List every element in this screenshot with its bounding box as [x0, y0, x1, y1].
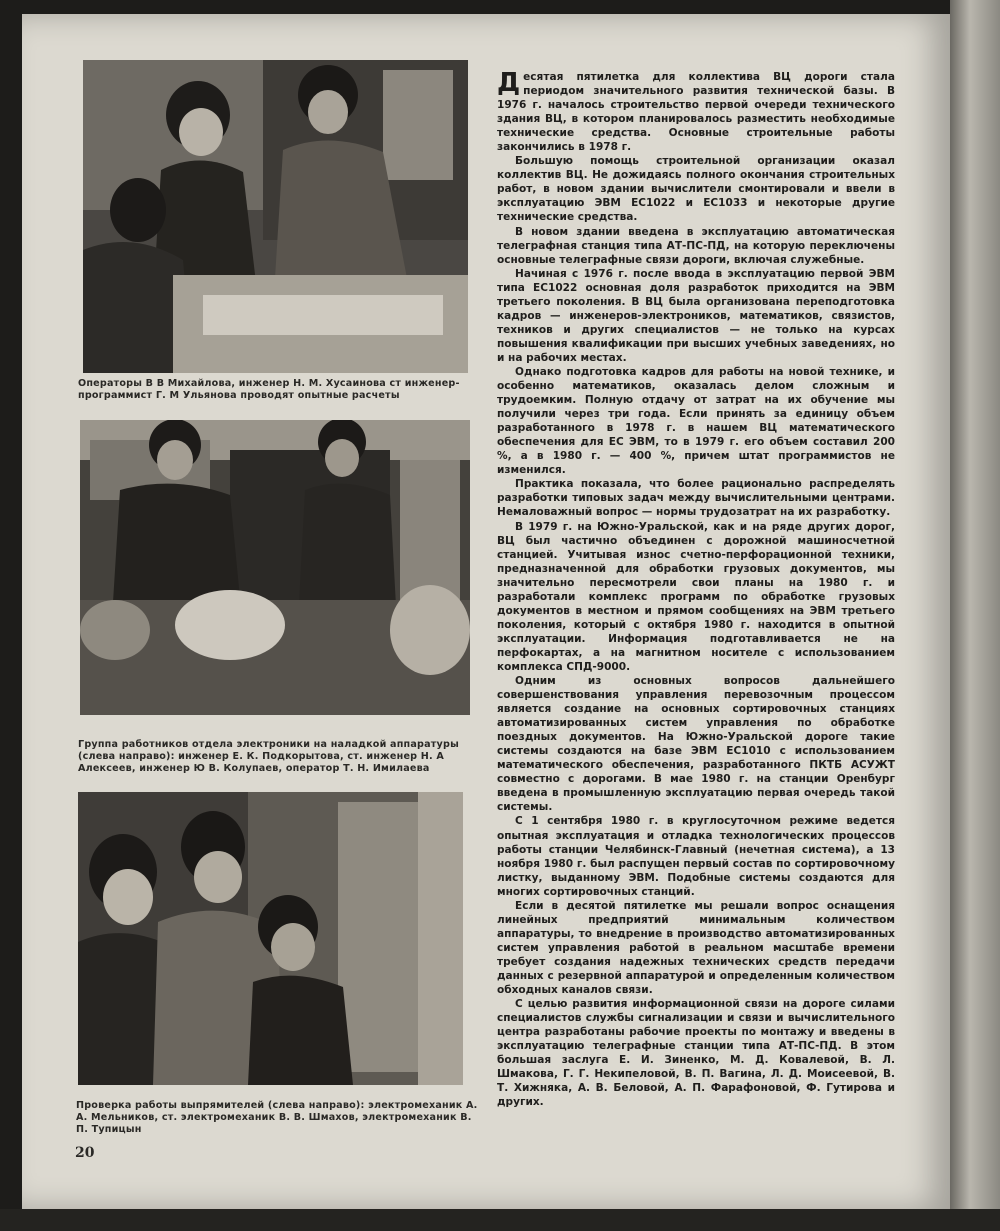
drop-cap: Д: [497, 68, 521, 98]
article-paragraph: В новом здании введена в эксплуатацию автоматическая телеграфная станция типа АТ-ПС-ПД, на которую переключены основные телеграфные связи дороги, включая служебные.: [497, 225, 895, 266]
article-text: [497, 70, 895, 1109]
photo-caption-2: Группа работников отдела электроники на наладкой аппаратуры (слева направо): инженер Е. К. Подкорытова, ст. инженер Н. А Алексеев, инженер Ю В. Колупаев, оператор Т. Н. Имилаева: [78, 739, 459, 774]
article-paragraph: Если в десятой пятилетке мы решали вопрос оснащения линейных предприятий минимальным количеством аппаратуры, то внедрение в производство автоматизированных систем управления работой в реальном масштабе времени требует создания надежных технических средств передачи данных с резервной аппаратурой и определенным количеством обходных каналов связи.: [497, 899, 895, 997]
photo-caption-3: Проверка работы выпрямителей (слева направо): электромеханик А. А. Мельников, ст. электромеханик В. В. Шмахов, электромеханик В. П. Тупицын: [76, 1100, 478, 1135]
page-number: 20: [75, 1145, 95, 1161]
article-paragraph: Большую помощь строительной организации оказал коллектив ВЦ. Не дожидаясь полного окончания строительных работ, в новом здании вычислители смонтировали и ввели в эксплуатацию ЭВМ ЕС1022 и ЕС1033 и некоторые другие технические средства.: [497, 155, 895, 224]
page-right-edge: [950, 0, 1000, 1231]
article-paragraph: С 1 сентября 1980 г. в круглосуточном режиме ведется опытная эксплуатация и отладка технологических процессов работы станции Челябинск-Главный (нечетная система), а 13 ноября 1980 г. был распущен первый состав по сортировочному листку, выданному ЭВМ. Подобные системы создаются для многих сортировочных станций.: [497, 815, 895, 898]
photo-electronics-dept: [80, 420, 470, 715]
photo-caption-1: Операторы В В Михайлова, инженер Н. М. Хусаинова ст инженер-программист Г. М Ульянова проводят опытные расчеты: [78, 378, 460, 401]
article-paragraph: Десятая пятилетка для коллектива ВЦ дороги стала периодом значительного развития технической базы. В 1976 г. началось строительство первой очереди технического здания ВЦ, в котором планировалось разместить необходимые технические средства. Основные строительные работы закончились в 1978 г.: [497, 68, 895, 154]
article-paragraph: Практика показала, что более рационально распределять разработки типовых задач между вычислительными центрами. Немаловажный вопрос — нормы трудозатрат на их разработку.: [497, 478, 895, 519]
article-paragraph: С целью развития информационной связи на дороге силами специалистов службы сигнализации и связи и вычислительного центра разработаны рабочие проекты по монтажу и введены в эксплуатацию телеграфные станции типа АТ-ПС-ПД. В этом большая заслуга Е. И. Зиненко, М. Д. Ковалевой, В. Л. Шмакова, Г. Г. Некипеловой, В. П. Вагина, Л. Д. Моисеевой, В. Т. Хижняка, А. В. Беловой, А. П. Фарафоновой, Ф. Гутирова и других.: [497, 998, 895, 1109]
article-paragraph: В 1979 г. на Южно-Уральской, как и на ряде других дорог, ВЦ был частично объединен с дорожной машиносчетной станцией. Учитывая износ счетно-перфорационной техники, предназначенной для обработки грузовых документов, мы значительно пересмотрели свои планы на 1980 г. и разработали комплекс программ по обработке грузовых документов в местном и прямом сообщениях на ЭВМ третьего поколения, который с октября 1980 г. находится в опытной эксплуатации. Информация подготавливается не на перфокартах, а на магнитном носителе с использованием комплекса СПД-9000.: [497, 520, 895, 673]
article-paragraph: Начиная с 1976 г. после ввода в эксплуатацию первой ЭВМ типа ЕС1022 основная доля разработок приходится на ЭВМ третьего поколения. В ВЦ была организована переподготовка кадров — инженеров-электроников, математиков, связистов, техников и других специалистов — не только на курсах повышения квалификации при высших учебных заведениях, но и на рабочих местах.: [497, 267, 895, 364]
photo-operators: [83, 60, 468, 373]
page-bottom-edge: [0, 1209, 1000, 1231]
article-paragraph: Однако подготовка кадров для работы на новой технике, и особенно математиков, оказалась делом сложным и трудоемким. Полную отдачу от затрат на их обучение мы получили через три года. Если принять за единицу объем разработанного в 1978 г. в нашем ВЦ математического обеспечения для ЕС ЭВМ, то в 1979 г. его объем составил 200 %, а в 1980 г. — 400 %, причем штат программистов не изменился.: [497, 365, 895, 477]
article-paragraph: Одним из основных вопросов дальнейшего совершенствования управления перевозочным процессом является создание на основных сортировочных станциях автоматизированных систем управления по обработке поездных документов. На Южно-Уральской дороге такие системы создаются на базе ЭВМ ЕС1010 с использованием математического обеспечения, разработанного ПКТБ АСУЖТ совместно с дорогами. В мае 1980 г. на станции Оренбург введена в промышленную эксплуатацию первая очередь такой системы.: [497, 675, 895, 814]
photo-rectifiers-check: [78, 792, 463, 1085]
